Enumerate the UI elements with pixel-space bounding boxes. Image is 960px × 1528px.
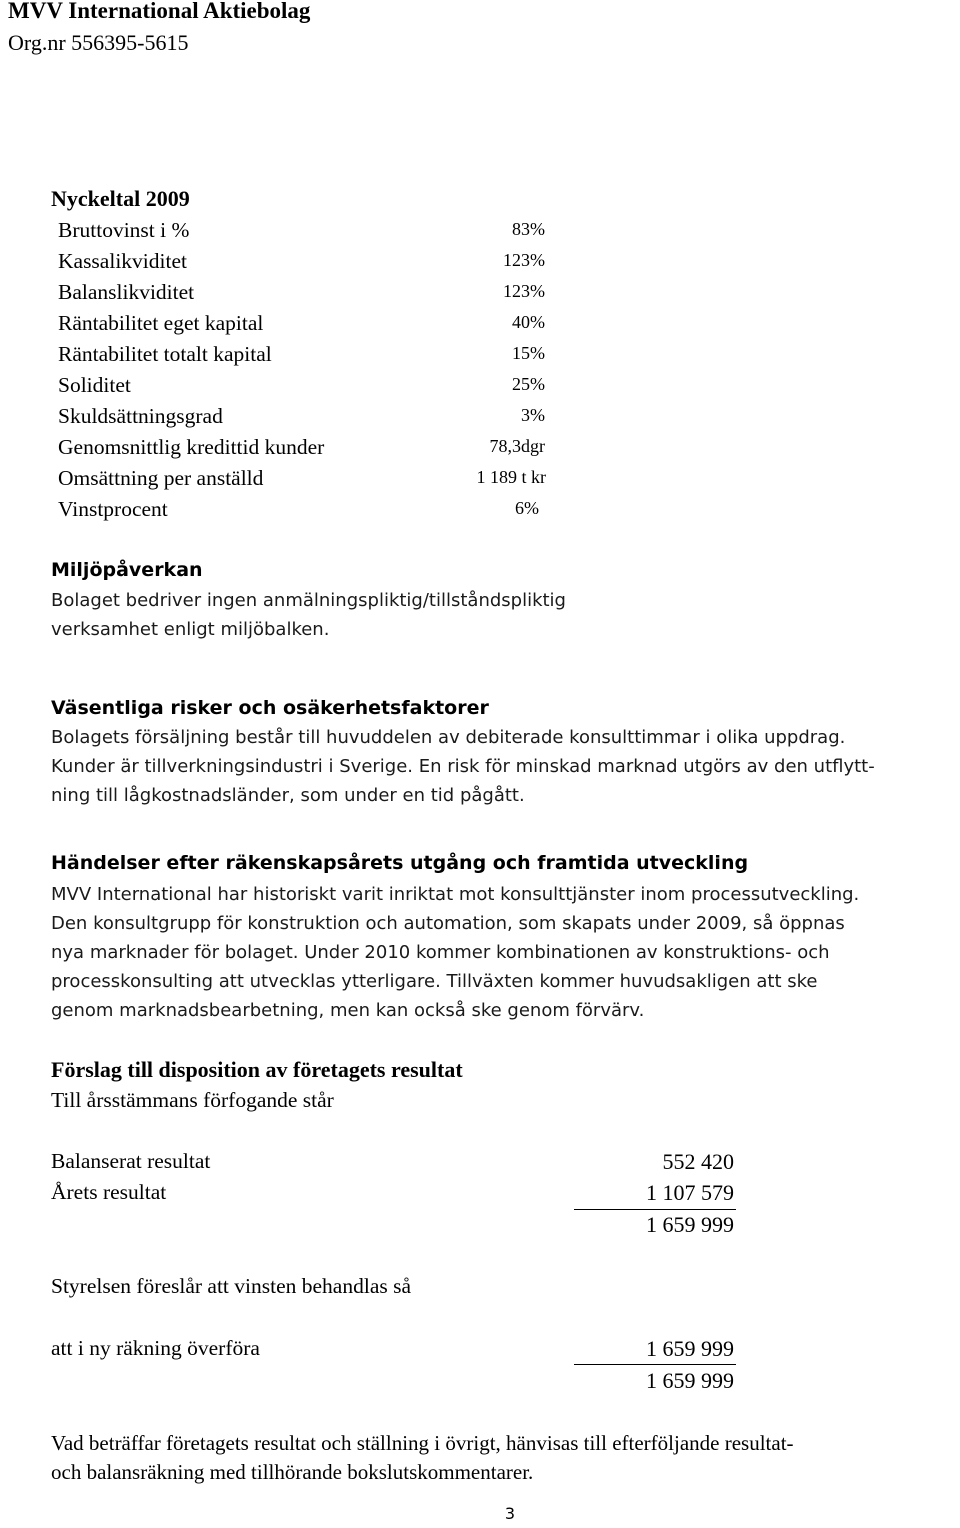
kn-label-rantabilitet-totalt: Räntabilitet totalt kapital: [58, 342, 272, 366]
kn-value-bruttovinst: 83%: [512, 219, 545, 239]
kn-label-kredittid: Genomsnittlig kredittid kunder: [58, 435, 325, 459]
styrelsen-text: Styrelsen föreslår att vinsten behandlas så: [51, 1274, 412, 1298]
kn-value-kassalikviditet: 123%: [503, 250, 545, 270]
kn-value-rantabilitet-totalt: 15%: [512, 343, 545, 363]
risker-line: Bolagets försäljning består till huvuddelen av debiterade konsulttimmar i olika uppdrag.: [51, 727, 846, 748]
nyckeltal-title: Nyckeltal 2009: [51, 186, 190, 211]
kn-value-balanslikviditet: 123%: [503, 281, 545, 301]
forslag-intro: Till årsstämmans förfogande står: [51, 1088, 334, 1112]
kn-label-balanslikviditet: Balanslikviditet: [58, 280, 195, 304]
sum-rule-1: [574, 1209, 736, 1210]
risker-title: Väsentliga risker och osäkerhetsfaktorer: [51, 697, 489, 719]
miljo-line: Bolaget bedriver ingen anmälningspliktig/tillståndspliktig: [51, 590, 566, 611]
handelser-line: MVV International har historiskt varit inriktat mot konsulttjänster inom processutveckling.: [51, 884, 860, 905]
closing-line: och balansräkning med tillhörande bokslutskommentarer.: [51, 1460, 534, 1484]
risker-paragraph: [51, 723, 875, 810]
closing-paragraph: [51, 1429, 794, 1487]
kn-label-bruttovinst: Bruttovinst i %: [58, 218, 190, 242]
closing-line: Vad beträffar företagets resultat och ställning i övrigt, hänvisas till efterföljande resultat-: [51, 1431, 794, 1455]
kn-value-rantabilitet-eget: 40%: [512, 312, 545, 332]
sum-2: 1 659 999: [646, 1368, 734, 1393]
kn-label-kassalikviditet: Kassalikviditet: [58, 249, 187, 273]
kn-label-rantabilitet-eget: Räntabilitet eget kapital: [58, 311, 264, 335]
kn-value-omsattning: 1 189 t kr: [476, 467, 546, 487]
kn-label-skuldsattningsgrad: Skuldsättningsgrad: [58, 404, 223, 428]
balanserat-value: 552 420: [662, 1149, 734, 1174]
miljo-title: Miljöpåverkan: [51, 559, 203, 581]
handelser-title: Händelser efter räkenskapsårets utgång och framtida utveckling: [51, 852, 749, 874]
kn-value-soliditet: 25%: [512, 374, 545, 394]
handelser-line: nya marknader för bolaget. Under 2010 kommer kombinationen av konstruktions- och: [51, 942, 830, 963]
handelser-line: genom marknadsbearbetning, men kan också ske genom förvärv.: [51, 1000, 645, 1021]
risker-line: Kunder är tillverkningsindustri i Sverige. En risk för minskad marknad utgörs av den utflytt-: [51, 756, 875, 777]
arets-value: 1 107 579: [646, 1180, 734, 1205]
arets-label: Årets resultat: [51, 1180, 167, 1204]
handelser-line: Den konsultgrupp för konstruktion och automation, som skapats under 2009, så öppnas: [51, 913, 845, 934]
page-number: 3: [504, 1504, 516, 1523]
org-number: Org.nr 556395-5615: [8, 30, 189, 55]
sum-1: 1 659 999: [646, 1212, 734, 1237]
overfora-label: att i ny räkning överföra: [51, 1336, 260, 1360]
company-name: MVV International Aktiebolag: [8, 0, 311, 23]
kn-value-skuldsattningsgrad: 3%: [521, 405, 545, 425]
handelser-paragraph: [51, 880, 859, 1025]
balanserat-label: Balanserat resultat: [51, 1149, 211, 1173]
miljo-paragraph: [51, 586, 566, 644]
miljo-line: verksamhet enligt miljöbalken.: [51, 619, 330, 640]
forslag-title: Förslag till disposition av företagets resultat: [51, 1057, 463, 1082]
risker-line: ning till lågkostnadsländer, som under en tid pågått.: [51, 785, 525, 806]
kn-label-vinstprocent: Vinstprocent: [58, 497, 168, 521]
kn-label-omsattning: Omsättning per anställd: [58, 466, 264, 490]
kn-value-kredittid: 78,3dgr: [489, 436, 545, 456]
kn-label-soliditet: Soliditet: [58, 373, 131, 397]
kn-value-vinstprocent: 6%: [515, 498, 539, 518]
handelser-line: processkonsulting att utvecklas ytterligare. Tillväxten kommer huvudsakligen att ske: [51, 971, 818, 992]
overfora-value: 1 659 999: [646, 1336, 734, 1361]
sum-rule-2: [574, 1364, 736, 1365]
